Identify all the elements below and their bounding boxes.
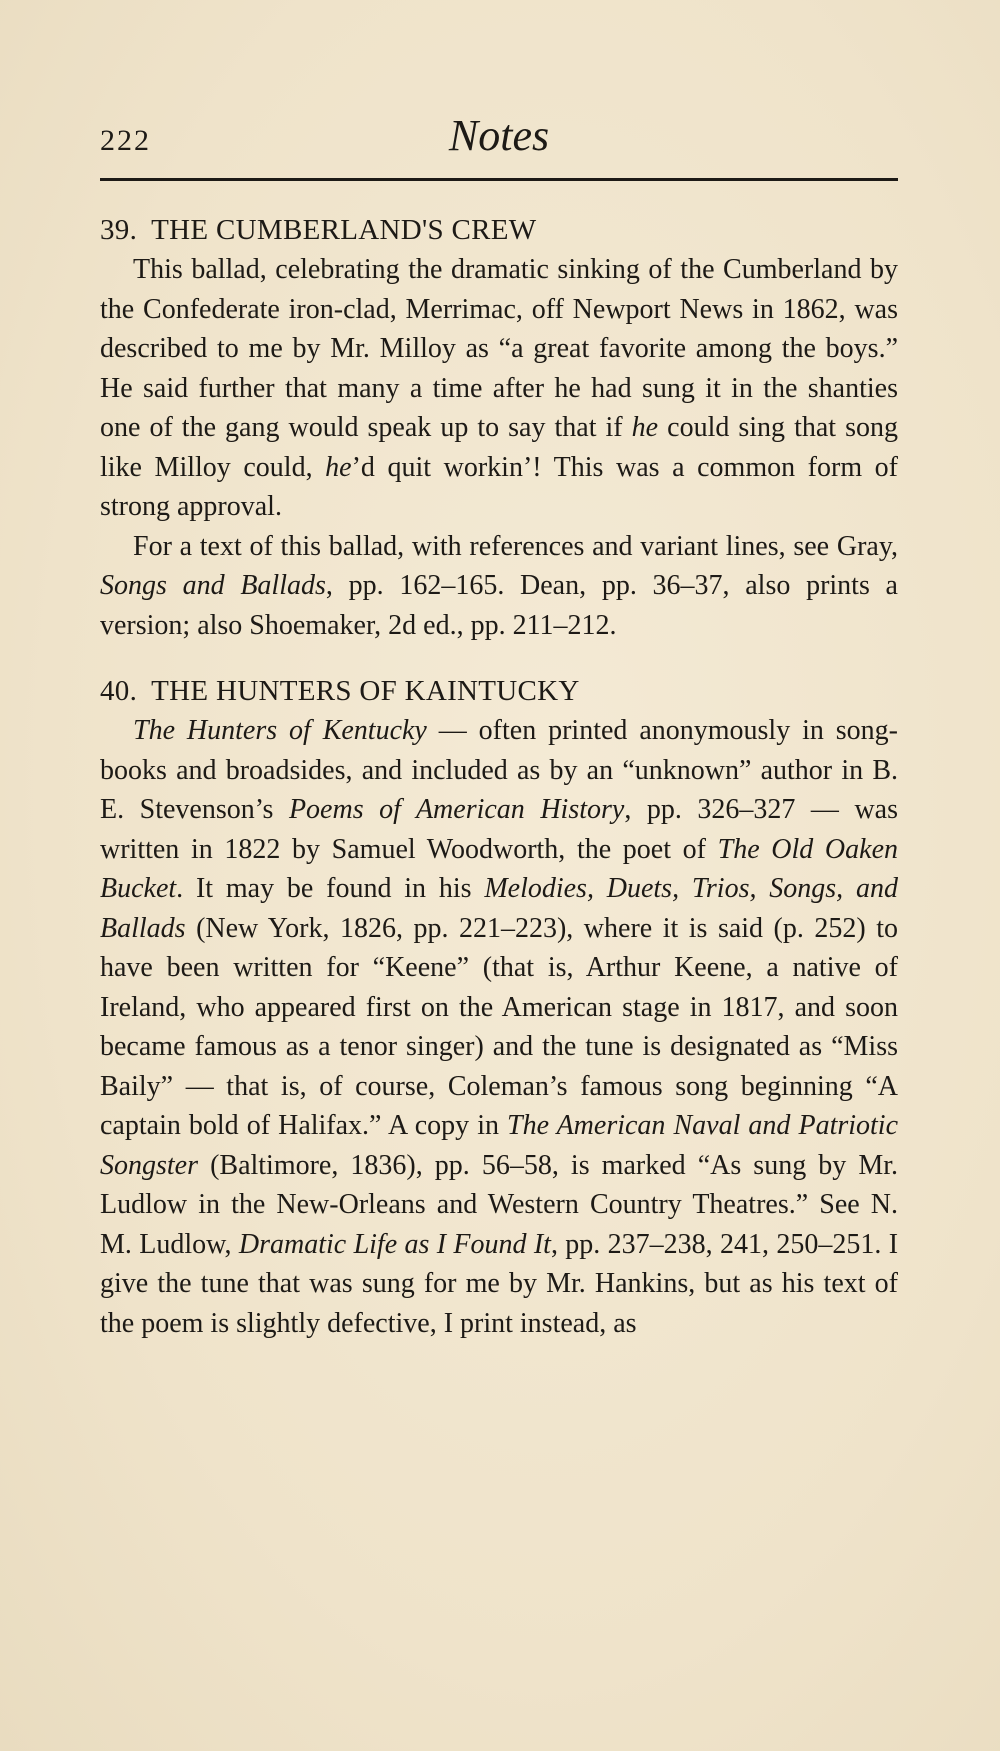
page-number: 222 [100,124,151,157]
note-39 [100,210,898,645]
text-run: — often printed anonymously in song-books and broadsides, and included as by an “unknown” author in B. E. Stevenson’s [100,715,898,825]
text-run: For a text of this ballad, with references and variant lines, see Gray, [133,530,898,562]
note-number: 39. [100,214,138,246]
text-run: This ballad, celebrating the dramatic sinking of the Cumberland by the Confederate iron-clad, Merrimac, off Newport News in 1862, was described to me by Mr. Milloy as “a great favorite among the boys.” He said further that many a time after he had sung it in the shanties one of the gang would speak up to say that if [100,254,898,443]
text-run: , pp. 237–238, 241, 250–251. I give the tune that was sung for me by Mr. Hankins, but as his text of the poem is slightly defective, I print instead, as [100,1228,899,1339]
italic-text: Poems of American History [288,794,625,825]
italic-text: The American Naval and Patriotic Songster [100,1110,899,1181]
note-40 [100,671,898,1343]
text-run: , pp. 326–327 — was written in 1822 by Samuel Woodworth, the poet of [100,794,898,865]
italic-text: Dramatic Life as I Found It [238,1228,551,1260]
note-title: THE CUMBERLAND'S CREW [151,214,537,246]
note-number: 40. [100,675,138,707]
italic-text: The Hunters of Kentucky [133,715,427,746]
text-run: . It may be found in his [176,873,485,904]
text-run: could sing that song like Milloy could, [100,412,898,483]
notes-body [100,210,898,1343]
note-paragraph [100,711,898,1343]
note-heading [100,210,898,250]
note-title: THE HUNTERS OF KAINTUCKY [151,675,580,707]
note-heading [100,671,898,711]
italic-text: he [631,412,659,443]
italic-text: The Old Oaken Bucket [100,833,898,904]
page-header [100,110,898,182]
text-run: (Baltimore, 1836), pp. 56–58, is marked “As sung by Mr. Ludlow in the New-Orleans and Western Country Theatres.” See N. M. Ludlow, [100,1149,898,1260]
note-paragraph [100,527,898,646]
italic-text: he [325,451,352,483]
header-rule [100,178,898,181]
italic-text: Melodies, Duets, Trios, Songs, and Ballads [100,873,898,944]
text-run: , pp. 162–165. Dean, pp. 36–37, also prints a version; also Shoemaker, 2d ed., pp. 211–212. [100,570,898,641]
italic-text: Songs and Ballads [100,570,326,601]
text-run: (New York, 1826, pp. 221–223), where it is said (p. 252) to have been written for “Keene” (that is, Arthur Keene, a native of Ireland, who appeared first on the American stage in 1817, and soon became famous as a tenor singer) and the tune is designated as “Miss Baily” — that is, of course, Coleman’s famous song beginning “A captain bold of Halifax.” A copy in [100,912,898,1141]
text-run: ’d quit workin’! This was a common form of strong approval. [100,451,899,522]
note-paragraph [100,250,898,527]
running-title: Notes [448,111,550,160]
